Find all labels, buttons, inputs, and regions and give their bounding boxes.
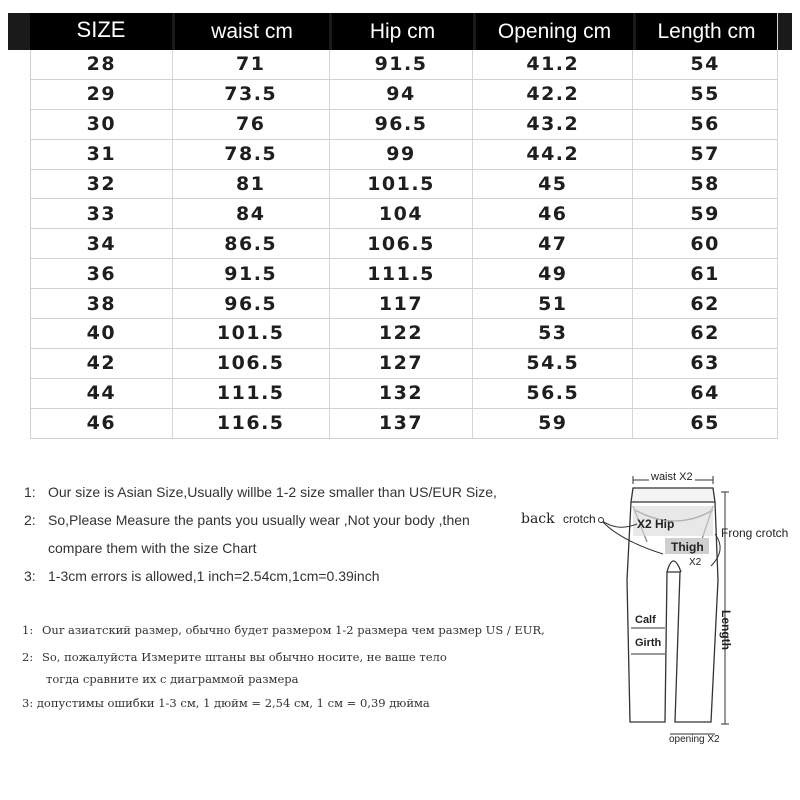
cell-length: 63: [633, 349, 778, 378]
back-label: back: [521, 511, 555, 527]
note-number: 2:: [24, 512, 36, 528]
cell-length: 65: [633, 409, 778, 438]
cell-opening: 41.2: [473, 50, 633, 79]
cell-hip: 111.5: [330, 259, 474, 288]
header-edge: [778, 13, 792, 50]
thigh-label: Thigh: [671, 540, 704, 554]
cell-size: 29: [31, 80, 173, 109]
cell-hip: 91.5: [330, 50, 474, 79]
cell-size: 30: [31, 110, 173, 139]
notes-english: [24, 483, 524, 585]
girth-label: Girth: [635, 637, 662, 649]
header-length: Length cm: [633, 13, 778, 50]
cell-hip: 106.5: [330, 229, 474, 258]
pants-measurement-diagram: [515, 462, 800, 747]
cell-waist: 73.5: [173, 80, 330, 109]
cell-hip: 99: [330, 140, 474, 169]
table-row: [31, 229, 778, 259]
front-crotch-label: Frong crotch: [721, 526, 789, 540]
cell-size: 31: [31, 140, 173, 169]
cell-length: 62: [633, 289, 778, 318]
cell-size: 34: [31, 229, 173, 258]
calf-label: Calf: [635, 614, 656, 626]
cell-length: 62: [633, 319, 778, 348]
cell-waist: 76: [173, 110, 330, 139]
cell-waist: 96.5: [173, 289, 330, 318]
length-label: Length: [719, 610, 733, 650]
cell-hip: 117: [330, 289, 474, 318]
note-text: 3: допустимы ошибки 1-3 см, 1 дюйм = 2,54 см, 1 см = 0,39 дюйма: [22, 696, 430, 710]
note-text: тогда сравните их с диаграммой размера: [46, 672, 299, 686]
table-header-row: [8, 13, 792, 50]
thigh-x2-label: X2: [689, 557, 702, 568]
cell-length: 54: [633, 50, 778, 79]
table-row: [31, 409, 778, 439]
cell-length: 55: [633, 80, 778, 109]
table-body: [30, 50, 778, 439]
cell-length: 57: [633, 140, 778, 169]
cell-waist: 84: [173, 199, 330, 228]
table-row: [31, 170, 778, 200]
cell-length: 56: [633, 110, 778, 139]
table-row: [31, 140, 778, 170]
cell-opening: 51: [473, 289, 633, 318]
cell-opening: 54.5: [473, 349, 633, 378]
size-chart-table: [8, 13, 792, 439]
cell-size: 33: [31, 199, 173, 228]
cell-opening: 45: [473, 170, 633, 199]
cell-length: 61: [633, 259, 778, 288]
cell-waist: 91.5: [173, 259, 330, 288]
note-text: Our size is Asian Size,Usually willbe 1-2 size smaller than US/EUR Size,: [48, 484, 497, 500]
cell-opening: 59: [473, 409, 633, 438]
cell-hip: 101.5: [330, 170, 474, 199]
header-hip: Hip cm: [329, 13, 473, 50]
cell-hip: 127: [330, 349, 474, 378]
cell-length: 60: [633, 229, 778, 258]
back-crotch-label: crotch: [563, 512, 596, 526]
cell-waist: 78.5: [173, 140, 330, 169]
cell-size: 36: [31, 259, 173, 288]
note-number: 3:: [24, 568, 36, 584]
table-row: [31, 199, 778, 229]
cell-opening: 56.5: [473, 379, 633, 408]
cell-hip: 104: [330, 199, 474, 228]
cell-size: 38: [31, 289, 173, 318]
note-text: So, пожалуйста Измерите штаны вы обычно носите, не ваше тело: [42, 650, 447, 664]
cell-waist: 111.5: [173, 379, 330, 408]
header-waist: waist cm: [172, 13, 329, 50]
cell-size: 42: [31, 349, 173, 378]
cell-opening: 43.2: [473, 110, 633, 139]
cell-length: 58: [633, 170, 778, 199]
cell-hip: 122: [330, 319, 474, 348]
notes-russian: [22, 622, 545, 711]
note-en-3: [24, 567, 524, 585]
cell-length: 64: [633, 379, 778, 408]
table-row: [31, 110, 778, 140]
note-ru-2-cont: [22, 671, 542, 687]
note-ru-2: [22, 649, 542, 665]
cell-hip: 132: [330, 379, 474, 408]
cell-waist: 106.5: [173, 349, 330, 378]
cell-hip: 96.5: [330, 110, 474, 139]
cell-size: 32: [31, 170, 173, 199]
table-row: [31, 319, 778, 349]
cell-opening: 46: [473, 199, 633, 228]
cell-waist: 116.5: [173, 409, 330, 438]
cell-size: 28: [31, 50, 173, 79]
table-row: [31, 80, 778, 110]
cell-opening: 44.2: [473, 140, 633, 169]
header-size: SIZE: [30, 13, 172, 50]
note-number: 2:: [22, 650, 34, 664]
cell-opening: 42.2: [473, 80, 633, 109]
cell-hip: 94: [330, 80, 474, 109]
cell-size: 40: [31, 319, 173, 348]
note-text: compare them with the size Chart: [48, 540, 257, 556]
note-text: Our азиатский размер, обычно будет размером 1-2 размера чем размер US / EUR,: [42, 623, 545, 637]
cell-hip: 137: [330, 409, 474, 438]
note-ru-1: [22, 622, 545, 638]
note-en-2: [24, 511, 524, 529]
pants-outline-illustration: [515, 462, 800, 747]
note-en-1: [24, 483, 524, 501]
note-number: 1:: [24, 484, 36, 500]
table-row: [31, 379, 778, 409]
table-row: [31, 50, 778, 80]
table-row: [31, 349, 778, 379]
hip-label: X2 Hip: [637, 517, 675, 531]
waist-label: waist X2: [651, 471, 693, 483]
cell-waist: 81: [173, 170, 330, 199]
cell-opening: 49: [473, 259, 633, 288]
cell-length: 59: [633, 199, 778, 228]
table-row: [31, 259, 778, 289]
note-text: 1-3cm errors is allowed,1 inch=2.54cm,1cm=0.39inch: [48, 568, 380, 584]
note-en-2-cont: [24, 539, 524, 557]
note-number: 1:: [22, 623, 34, 637]
cell-opening: 47: [473, 229, 633, 258]
cell-waist: 101.5: [173, 319, 330, 348]
cell-waist: 71: [173, 50, 330, 79]
cell-size: 44: [31, 379, 173, 408]
table-row: [31, 289, 778, 319]
header-opening: Opening cm: [473, 13, 633, 50]
cell-opening: 53: [473, 319, 633, 348]
note-ru-3: [22, 695, 542, 711]
cell-waist: 86.5: [173, 229, 330, 258]
note-text: So,Please Measure the pants you usually wear ,Not your body ,then: [48, 512, 470, 528]
opening-label: opening X2: [669, 734, 720, 745]
cell-size: 46: [31, 409, 173, 438]
